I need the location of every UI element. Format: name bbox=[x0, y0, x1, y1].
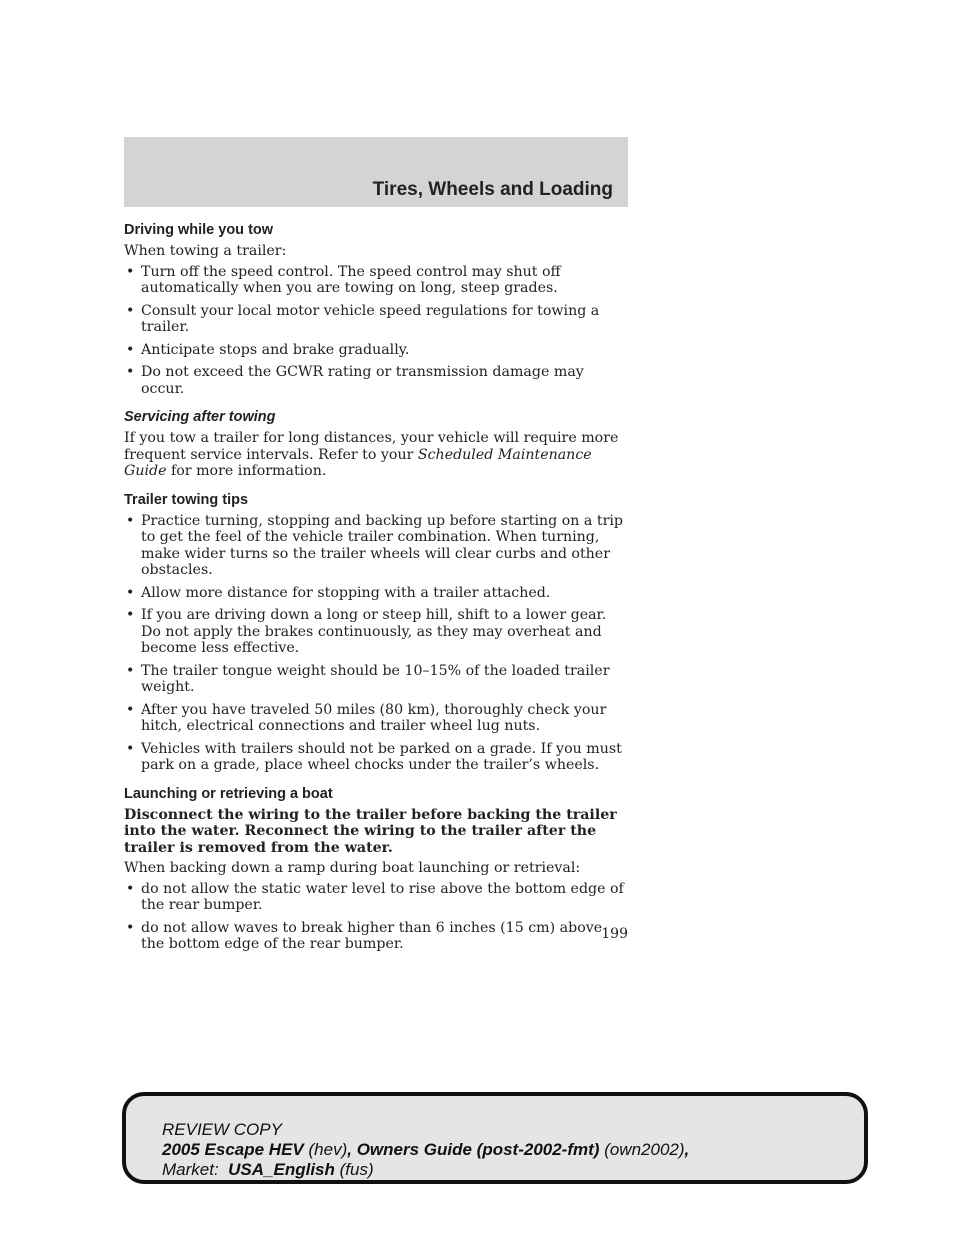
footer-text bbox=[162, 1120, 689, 1180]
list-item: • The trailer tongue weight should be 10–15% of the loaded trailer weight. bbox=[124, 663, 628, 696]
guide-title: Scheduled Maintenance Guide bbox=[124, 446, 592, 479]
section-driving-while-towing bbox=[124, 221, 628, 397]
footer-publication-line bbox=[162, 1140, 689, 1160]
guide-code: (own2002) bbox=[604, 1140, 685, 1159]
page-content bbox=[124, 221, 628, 964]
page-number: 199 bbox=[601, 926, 628, 942]
separator: , bbox=[684, 1140, 690, 1159]
section-heading: Launching or retrieving a boat bbox=[124, 785, 333, 802]
list-item: • Consult your local motor vehicle speed regulations for towing a trailer. bbox=[124, 303, 628, 336]
list-item: • After you have traveled 50 miles (80 km), thoroughly check your hitch, electrical connections and trailer wheel lug nuts. bbox=[124, 702, 628, 735]
section-intro: When backing down a ramp during boat launching or retrieval: bbox=[124, 860, 581, 876]
bullet-list bbox=[124, 881, 628, 953]
market-name: USA_English bbox=[228, 1160, 335, 1179]
model-name: 2005 Escape HEV bbox=[162, 1140, 304, 1159]
list-item: • do not allow the static water level to rise above the bottom edge of the rear bumper. bbox=[124, 881, 628, 914]
paragraph-text: If you tow a trailer for long distances, your vehicle will require more frequent service intervals. Refer to your bbox=[124, 430, 619, 463]
list-item: • do not allow waves to break higher than 6 inches (15 cm) above the bottom edge of the rear bumper. bbox=[124, 920, 628, 953]
list-item: • Do not exceed the GCWR rating or transmission damage may occur. bbox=[124, 364, 628, 397]
bullet-list bbox=[124, 264, 628, 398]
list-item: • Turn off the speed control. The speed control may shut off automatically when you are towing on long, steep grades. bbox=[124, 264, 628, 297]
section-heading: Servicing after towing bbox=[124, 409, 276, 425]
warning-text: Disconnect the wiring to the trailer before backing the trailer into the water. Reconnect the wiring to the trailer after the trailer is removed from the water. bbox=[124, 806, 617, 856]
list-item: • Anticipate stops and brake gradually. bbox=[124, 342, 628, 359]
section-intro: When towing a trailer: bbox=[124, 243, 287, 259]
model-code: (hev) bbox=[308, 1140, 348, 1159]
guide-name: Owners Guide (post-2002-fmt) bbox=[356, 1140, 600, 1159]
market-label: Market: bbox=[162, 1160, 219, 1179]
section-heading: Trailer towing tips bbox=[124, 491, 249, 508]
section-paragraph bbox=[124, 430, 628, 480]
section-trailer-towing-tips bbox=[124, 491, 628, 774]
list-item: • Practice turning, stopping and backing up before starting on a trip to get the feel of the vehicle trailer combination. When turning, make wider turns so the trailer wheels will clear curbs and other obstacles. bbox=[124, 513, 628, 579]
section-servicing-after-towing bbox=[124, 408, 628, 480]
list-item: • If you are driving down a long or steep hill, shift to a lower gear. Do not apply the brakes continuously, as they may overheat and become less effective. bbox=[124, 607, 628, 657]
market-code: (fus) bbox=[339, 1160, 374, 1179]
list-item: • Allow more distance for stopping with a trailer attached. bbox=[124, 585, 628, 602]
review-copy-label: REVIEW COPY bbox=[162, 1120, 282, 1139]
section-heading: Driving while you tow bbox=[124, 222, 274, 238]
chapter-header-band bbox=[124, 137, 628, 207]
review-copy-footer bbox=[122, 1092, 868, 1184]
bullet-list bbox=[124, 513, 628, 774]
list-item: • Vehicles with trailers should not be parked on a grade. If you must park on a grade, place wheel chocks under the trailer’s wheels. bbox=[124, 741, 628, 774]
paragraph-text: for more information. bbox=[166, 463, 327, 479]
separator: , bbox=[347, 1140, 357, 1159]
section-launching-boat bbox=[124, 785, 628, 953]
footer-market-line bbox=[162, 1160, 689, 1180]
chapter-title: Tires, Wheels and Loading bbox=[372, 179, 613, 200]
